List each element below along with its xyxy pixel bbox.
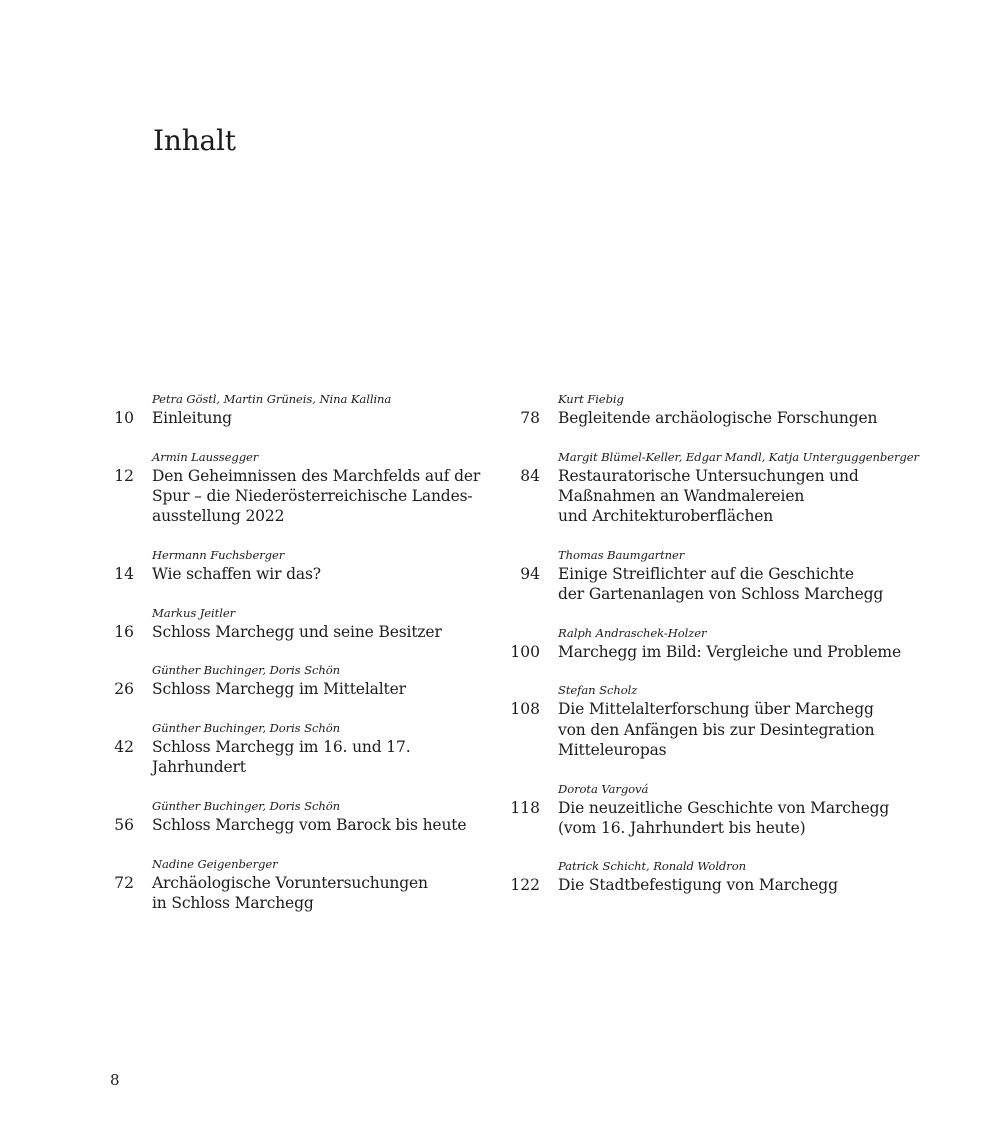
toc-author: Günther Buchinger, Doris Schön — [152, 663, 340, 678]
toc-column-left — [100, 391, 500, 913]
toc-author: Günther Buchinger, Doris Schön — [152, 720, 340, 735]
toc-title: Archäologische Voruntersuchungen in Schloss Marchegg — [152, 873, 428, 912]
toc-author: Nadine Geigenberger — [152, 856, 278, 871]
toc-title: Die neuzeitliche Geschichte von Marchegg (vom 16. Jahrhundert bis heute) — [558, 798, 890, 837]
toc-entry — [100, 449, 500, 527]
toc-page-number: 108 — [510, 700, 540, 719]
toc-author: Armin Laussegger — [152, 449, 259, 464]
toc-page-number: 100 — [510, 642, 540, 661]
toc-title: Schloss Marchegg im Mittelalter — [152, 680, 406, 699]
toc-entry — [506, 547, 996, 604]
toc-entry — [506, 781, 996, 838]
toc-page-number: 72 — [114, 873, 134, 892]
toc-entry — [100, 605, 500, 642]
toc-title: Schloss Marchegg im 16. und 17. Jahrhundert — [152, 737, 411, 777]
toc-author: Patrick Schicht, Ronald Woldron — [558, 859, 746, 874]
toc-author: Ralph Andraschek-Holzer — [558, 625, 707, 640]
toc-page-number: 84 — [520, 466, 540, 485]
toc-page-number: 56 — [114, 815, 134, 834]
toc-author: Kurt Fiebig — [558, 392, 624, 406]
toc-author: Margit Blümel-Keller, Edgar Mandl, Katja Unterguggenberger — [558, 449, 919, 464]
toc-entry — [506, 449, 996, 527]
toc-entry — [100, 391, 500, 428]
toc-entry — [100, 662, 500, 699]
toc-title: Den Geheimnissen des Marchfelds auf der Spur – die Niederösterreichische Landes- ausstellung 2022 — [152, 466, 481, 526]
toc-title: Die Stadtbefestigung von Marchegg — [558, 876, 838, 895]
toc-title: Schloss Marchegg vom Barock bis heute — [152, 815, 467, 834]
toc-title: Begleitende archäologische Forschungen — [558, 409, 878, 427]
toc-page-number: 16 — [114, 622, 134, 641]
toc-entry — [506, 391, 996, 428]
toc-author: Stefan Scholz — [558, 683, 638, 698]
toc-author: Günther Buchinger, Doris Schön — [152, 798, 340, 813]
toc-column-right — [506, 391, 996, 896]
toc-title: Einige Streiflichter auf die Geschichte der Gartenanlagen von Schloss Marchegg — [558, 564, 884, 604]
toc-author: Dorota Vargová — [558, 781, 649, 796]
toc-page-number: 94 — [520, 564, 540, 583]
toc-entry — [100, 798, 500, 835]
toc-entry — [100, 856, 500, 913]
page-title: Inhalt — [153, 124, 236, 157]
toc-entry — [506, 625, 996, 662]
toc-title: Restauratorische Untersuchungen und Maßnahmen an Wandmalereien und Architekturoberflächen — [558, 466, 859, 526]
toc-author: Petra Göstl, Martin Grüneis, Nina Kallina — [152, 392, 392, 406]
toc-page-number: 12 — [114, 466, 134, 485]
toc-page-number: 10 — [114, 409, 134, 427]
toc-page-number: 122 — [510, 876, 540, 895]
toc-title: Schloss Marchegg und seine Besitzer — [152, 622, 442, 641]
toc-author: Thomas Baumgartner — [558, 547, 685, 562]
toc-entry — [506, 858, 996, 895]
toc-entry — [100, 547, 500, 584]
toc-title: Marchegg im Bild: Vergleiche und Probleme — [558, 642, 901, 661]
toc-page-number: 78 — [520, 409, 540, 427]
toc-title: Die Mittelalterforschung über Marchegg von den Anfängen bis zur Desintegration Mitteleuropas — [558, 700, 875, 759]
toc-page-number: 26 — [114, 680, 134, 699]
toc-page-number: 14 — [114, 564, 134, 583]
toc-page-number: 42 — [114, 737, 134, 756]
toc-title: Einleitung — [152, 409, 232, 427]
toc-entry — [100, 720, 500, 777]
toc-author: Hermann Fuchsberger — [152, 547, 285, 562]
toc-page-number: 118 — [510, 798, 540, 817]
page-number: 8 — [110, 1071, 120, 1089]
toc-author: Markus Jeitler — [152, 605, 236, 620]
toc-title: Wie schaffen wir das? — [152, 564, 321, 583]
toc-entry — [506, 682, 996, 760]
